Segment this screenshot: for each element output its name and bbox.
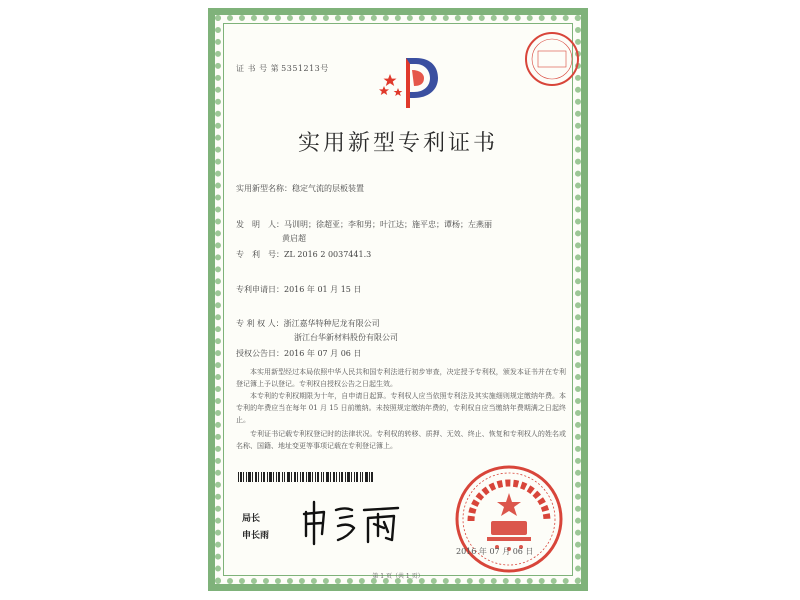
filing-date-value: 2016 年 01 月 15 日 — [284, 285, 362, 294]
inventors-line-1: 马训明；徐超亚；李和男；叶江达；施平忠；谭杨；左燕丽 — [284, 220, 492, 229]
barcode-icon — [238, 472, 373, 482]
stamp-icon — [524, 31, 580, 87]
utility-model-name-value: 稳定气流的层板装置 — [292, 184, 364, 193]
certificate-number-value: 5351213 — [281, 64, 321, 73]
certificate-number-suffix: 号 — [320, 64, 329, 73]
certificate-number-label: 证 书 号 第 — [236, 64, 280, 73]
filing-date — [236, 284, 361, 295]
page-number: 第 1 页（共 1 页） — [372, 573, 424, 580]
inventors-label: 发 明 人： — [236, 220, 284, 229]
filing-date-label: 专利申请日： — [236, 285, 284, 294]
patent-certificate — [208, 8, 588, 591]
inventors — [236, 219, 492, 230]
patent-number-value: ZL 2016 2 0037441.3 — [284, 250, 372, 259]
patent-code-stamp — [524, 31, 580, 87]
paragraph-grant: 本实用新型经过本局依照中华人民共和国专利法进行初步审查，决定授予专利权，颁发本证书并在专利登记簿上予以登记。专利权自授权公告之日起生效。 — [236, 368, 566, 388]
paragraph-term: 本专利的专利权期限为十年，自申请日起算。专利权人应当依照专利法及其实施细则规定缴纳年费。本专利的年费应当在每年 01 月 15 日前缴纳。未按照规定缴纳年费的，专利权自应当缴纳年费期满之日起终止。 — [236, 392, 566, 424]
official-seal-icon — [453, 463, 565, 575]
grant-date-label: 授权公告日： — [236, 349, 284, 358]
patentee-line-1: 浙江嘉华特种尼龙有限公司 — [283, 319, 380, 328]
utility-model-name — [236, 183, 364, 194]
sipo-logo-icon — [376, 46, 444, 116]
patentee-label: 专 利 权 人： — [236, 319, 284, 328]
inventors-line-2: 黄启超 — [282, 234, 306, 243]
director-name: 申长雨 — [242, 531, 270, 541]
utility-model-name-label: 实用新型名称： — [236, 184, 292, 193]
patent-number-label: 专 利 号： — [236, 250, 284, 259]
patent-number — [236, 249, 371, 260]
grant-date-value: 2016 年 07 月 06 日 — [284, 349, 362, 358]
director-title: 局长 — [242, 514, 261, 524]
grant-date — [236, 348, 361, 359]
patentee — [236, 318, 380, 329]
certificate-title: 实用新型专利证书 — [297, 131, 498, 156]
seal-date: 2016 年 07 月 06 日 — [456, 547, 534, 556]
paragraph-legal-status: 专利证书记载专利权登记时的法律状况。专利权的转移、质押、无效、终止、恢复和专利权人的姓名或名称、国籍、地址变更等事项记载在专利登记簿上。 — [236, 430, 566, 450]
certificate-number — [236, 63, 329, 74]
patentee-line-2: 浙江台华新材料股份有限公司 — [294, 333, 398, 342]
director-signature-icon — [298, 496, 406, 546]
